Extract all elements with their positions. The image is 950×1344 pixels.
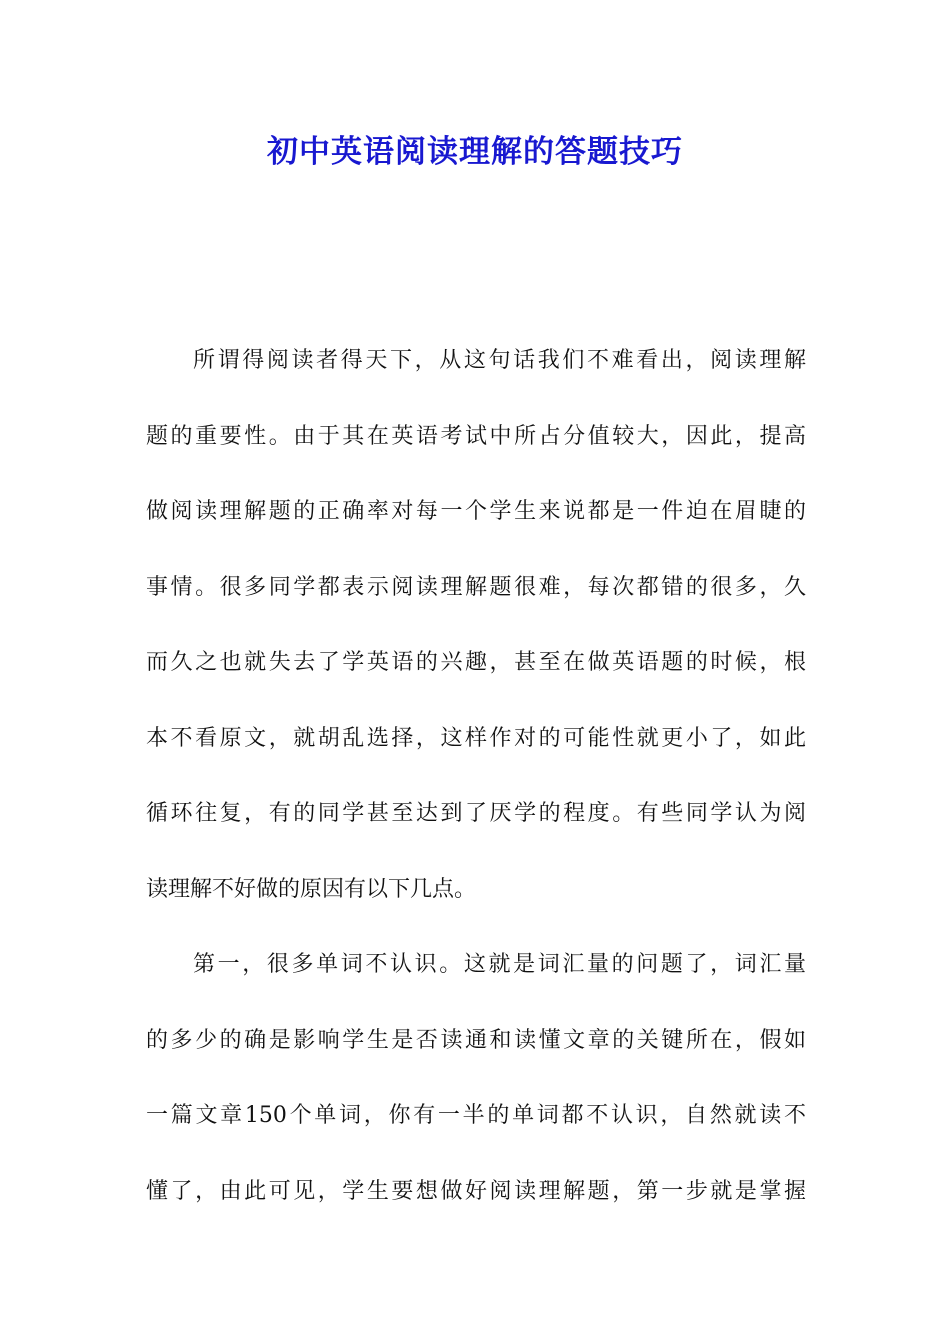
text-line: 事情。很多同学都表示阅读理解题很难，每次都错的很多，久: [146, 574, 806, 600]
document-body: [146, 323, 806, 1229]
text-line: 懂了，由此可见，学生要想做好阅读理解题，第一步就是掌握: [146, 1178, 806, 1204]
text-line: 而久之也就失去了学英语的兴趣，甚至在做英语题的时候，根: [146, 650, 806, 675]
text-line: 本不看原文，就胡乱选择，这样作对的可能性就更小了，如此: [146, 725, 806, 751]
text-line: 第一，很多单词不认识。这就是词汇量的问题了，词汇量: [193, 952, 806, 977]
text-line: 的多少的确是影响学生是否读通和读懂文章的关键所在，假如: [146, 1027, 806, 1053]
paragraph-2: [146, 927, 806, 1229]
text-line: 所谓得阅读者得天下，从这句话我们不难看出，阅读理解: [193, 348, 806, 373]
text-line: 读理解不好做的原因有以下几点。: [146, 876, 477, 902]
text-line: 循环往复，有的同学甚至达到了厌学的程度。有些同学认为阅: [146, 801, 806, 826]
text-line: 做阅读理解题的正确率对每一个学生来说都是一件迫在眉睫的: [146, 499, 806, 524]
paragraph-1: [146, 323, 806, 927]
text-line: 一篇文章150个单词，你有一半的单词都不认识，自然就读不: [146, 1103, 806, 1128]
document-title: 初中英语阅读理解的答题技巧: [267, 134, 683, 170]
text-line: 题的重要性。由于其在英语考试中所占分值较大，因此，提高: [146, 423, 806, 449]
